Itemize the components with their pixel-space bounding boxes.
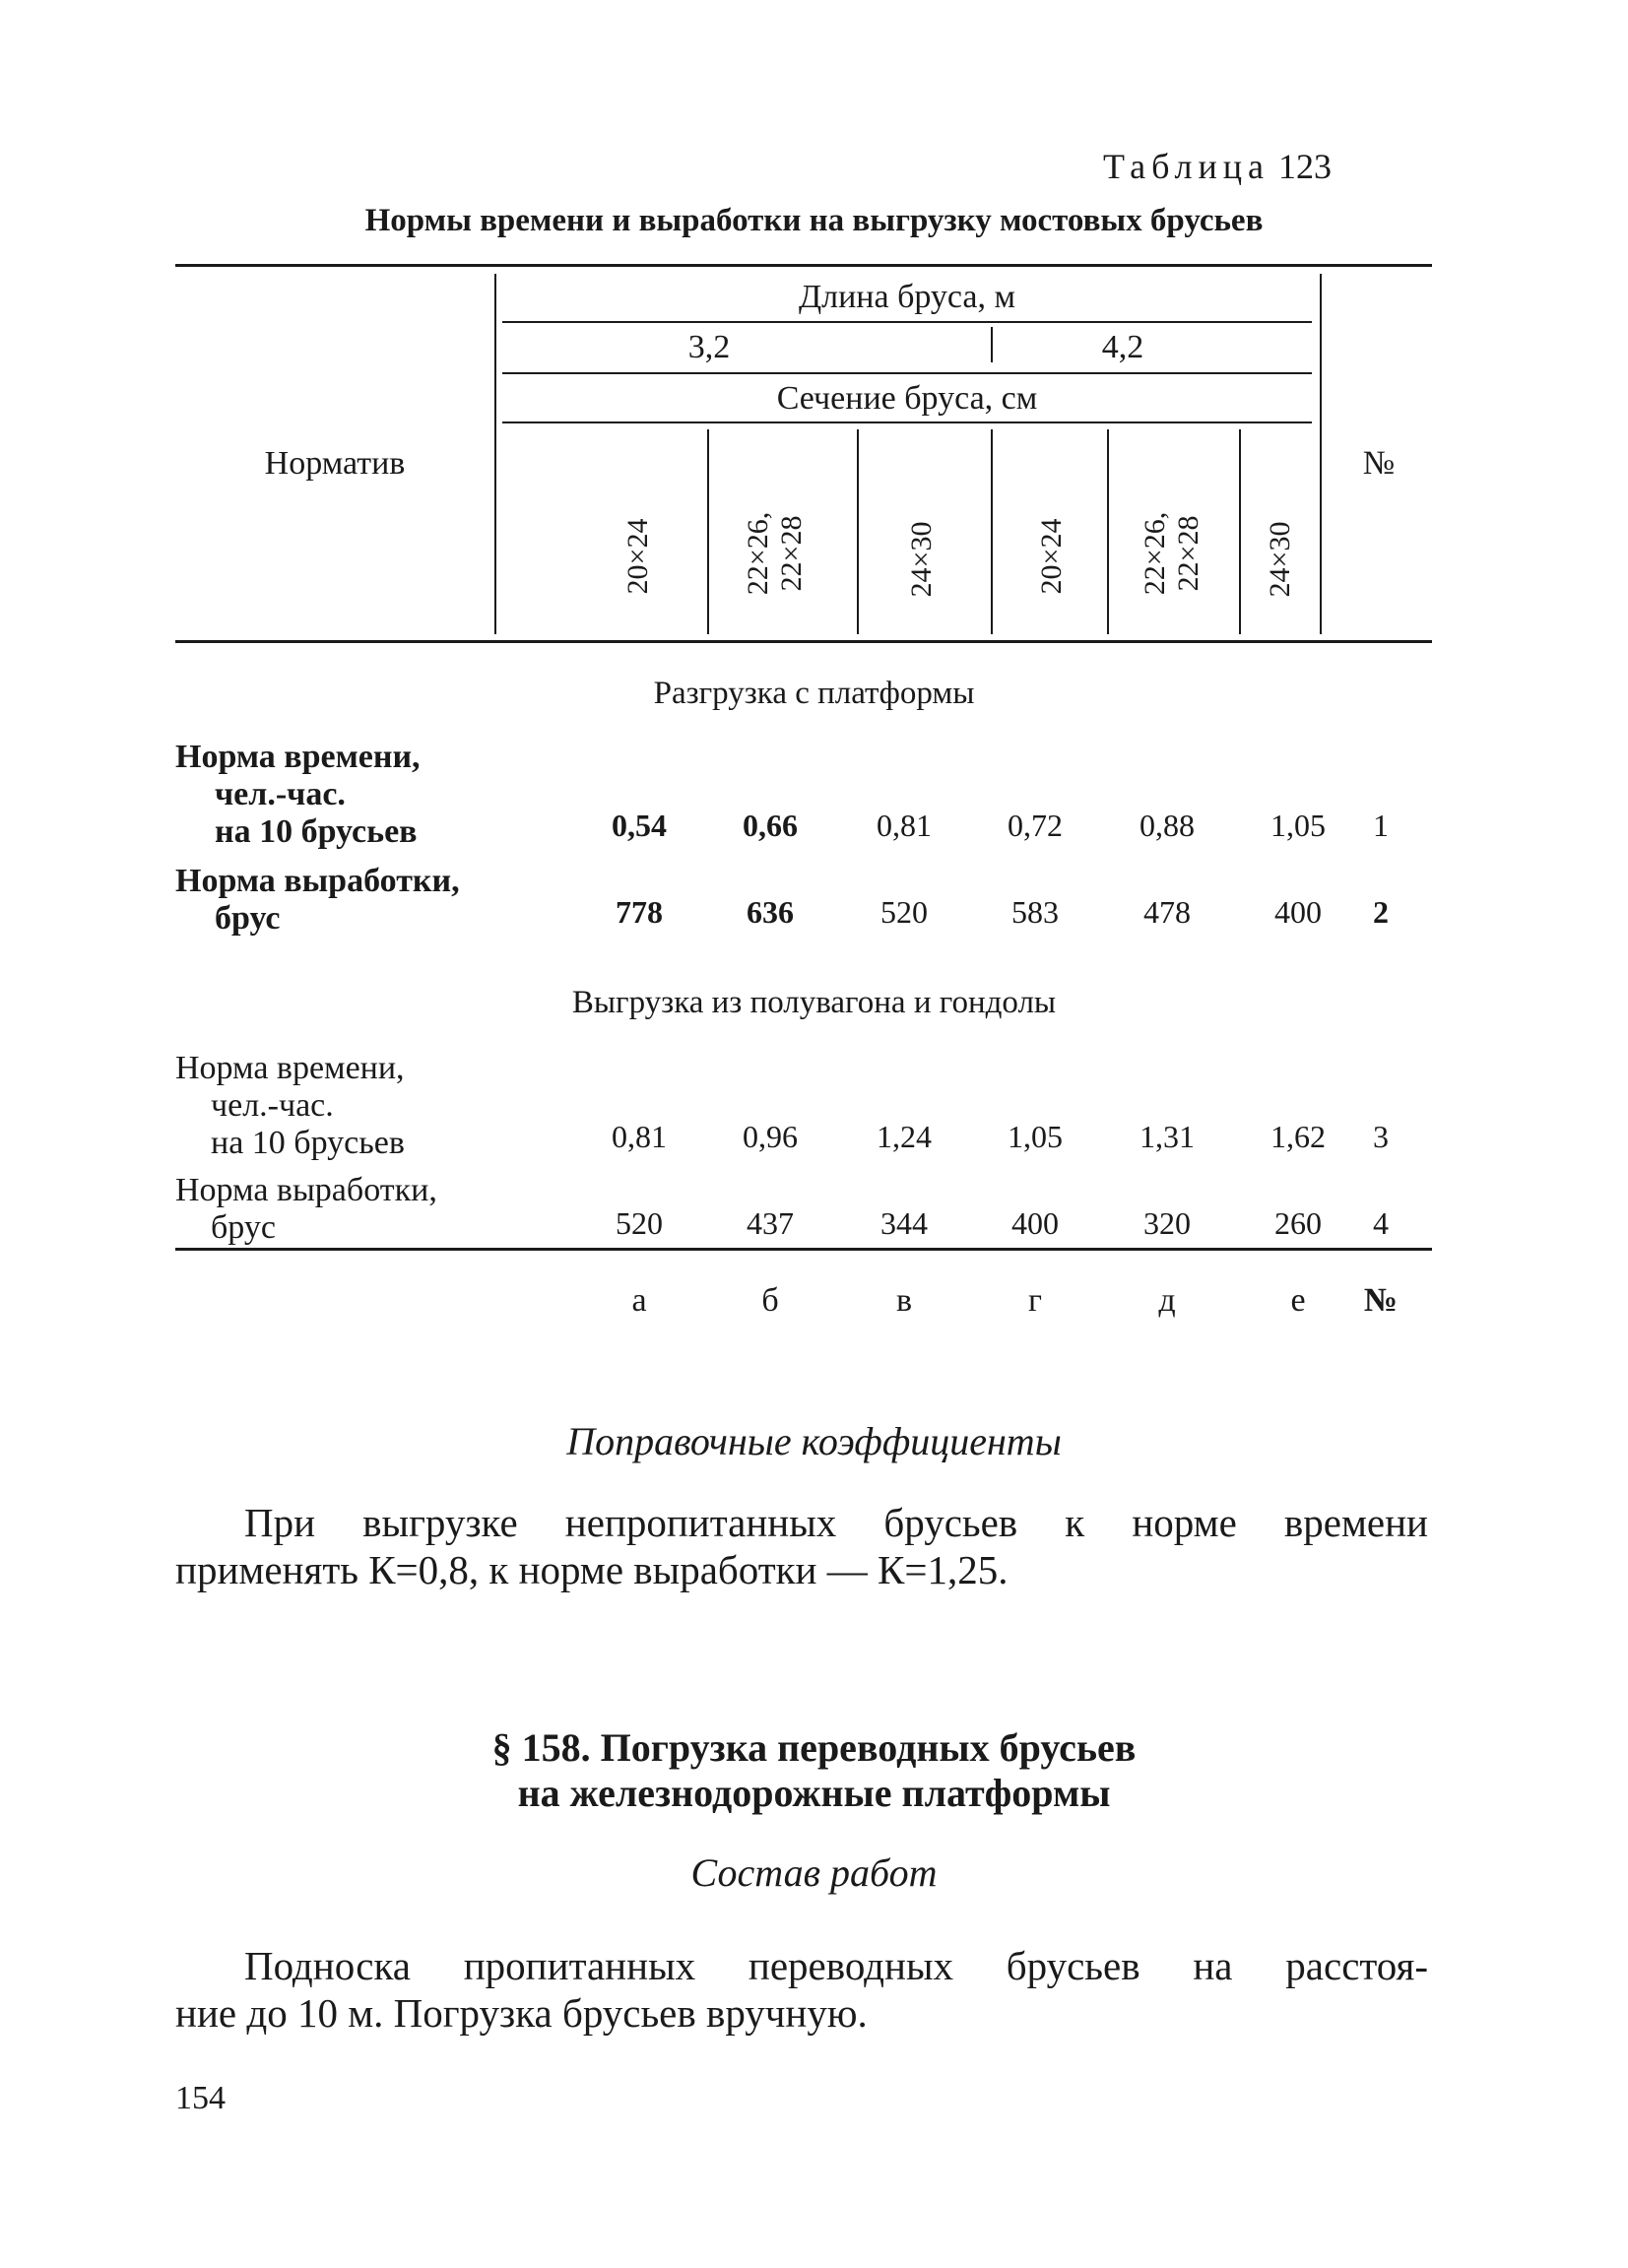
- section-underline: [502, 421, 1312, 423]
- row-1-value-d: 0,72: [1008, 808, 1063, 843]
- row-3-label: [175, 1050, 405, 1162]
- row-4-value-e: 320: [1143, 1205, 1191, 1241]
- row-4-value-a: 520: [616, 1205, 663, 1241]
- length-header: Длина бруса, м: [798, 279, 1016, 315]
- row-4-value-d: 400: [1011, 1205, 1059, 1241]
- row-2-value-f: 400: [1274, 894, 1322, 930]
- size-col-f: [1264, 522, 1297, 598]
- table-label: [1103, 146, 1332, 187]
- size-col-c-line1: 24×30: [905, 521, 938, 598]
- row-3-value-c: 1,24: [877, 1119, 932, 1154]
- corrections-line-1: При выгрузке непропитанных брусьев к норме времени: [244, 1500, 1428, 1545]
- paragraph-heading-line-1: § 158. Погрузка переводных брусьев: [491, 1725, 1137, 1770]
- row-3-value-a: 0,81: [612, 1119, 667, 1154]
- row-3-label-line1: Норма времени,: [175, 1050, 405, 1086]
- num-header: №: [1362, 445, 1396, 482]
- row-2-label: [175, 863, 460, 938]
- row-4-num: 4: [1373, 1205, 1389, 1241]
- size-divider-3: [991, 429, 993, 634]
- header-right-rule: [1320, 274, 1322, 634]
- row-4-value-b: 437: [747, 1205, 794, 1241]
- corrections-line-2: применять К=0,8, к норме выработки — К=1,25.: [175, 1547, 1009, 1592]
- length-4-2: 4,2: [1101, 329, 1144, 365]
- size-col-f-line1: 24×30: [1264, 521, 1296, 598]
- row-3-label-line2: чел.-час.: [211, 1087, 334, 1124]
- row-1-label-line2: чел.-час.: [215, 776, 346, 812]
- header-left-rule: [494, 274, 496, 634]
- row-2-label-line1: Норма выработки,: [175, 863, 460, 899]
- lengths-underline: [502, 372, 1312, 374]
- work-text: [175, 1942, 1428, 2037]
- work-line-2: ние до 10 м. Погрузка брусьев вручную.: [175, 1990, 868, 2036]
- size-divider-2: [857, 429, 859, 634]
- footer-letter-e: д: [1158, 1282, 1176, 1319]
- row-1-value-f: 1,05: [1270, 808, 1326, 843]
- row-1-num: 1: [1373, 808, 1389, 843]
- size-col-d-line1: 20×24: [1035, 518, 1068, 595]
- row-4-label-line2: брус: [211, 1209, 276, 1246]
- table-label-word: Таблица: [1103, 147, 1270, 186]
- row-2-value-b: 636: [747, 894, 794, 930]
- paragraph-heading: [0, 1725, 1628, 1816]
- size-divider-1: [707, 429, 709, 634]
- row-2-num: 2: [1373, 894, 1389, 930]
- size-divider-4: [1107, 429, 1109, 634]
- size-col-d: [1035, 519, 1069, 595]
- row-3-value-b: 0,96: [743, 1119, 798, 1154]
- footer-letter-d: г: [1028, 1282, 1042, 1319]
- size-col-a: [621, 519, 655, 595]
- header-bottom-rule: [175, 640, 1432, 643]
- size-divider-5: [1239, 429, 1241, 634]
- size-col-c: [905, 522, 939, 598]
- length-divider-rule: [991, 327, 993, 362]
- row-3-value-f: 1,62: [1270, 1119, 1326, 1154]
- row-2-label-line2: брус: [215, 900, 281, 937]
- footer-letter-b: б: [761, 1282, 779, 1319]
- table-label-number: 123: [1277, 147, 1332, 186]
- size-col-b-line2: 22×28: [775, 515, 808, 592]
- row-2-value-d: 583: [1011, 894, 1059, 930]
- row-1-value-b: 0,66: [743, 808, 798, 843]
- table-top-rule: [175, 264, 1432, 267]
- table-title: Нормы времени и выработки на выгрузку мостовых брусьев: [364, 203, 1264, 238]
- row-4-value-c: 344: [880, 1205, 928, 1241]
- size-col-e: [1139, 512, 1205, 595]
- row-3-value-e: 1,31: [1140, 1119, 1195, 1154]
- size-col-b-line1: 22×26,: [742, 511, 774, 596]
- paragraph-heading-line-2: на железнодорожные платформы: [517, 1771, 1111, 1815]
- section-header: Сечение бруса, см: [776, 380, 1038, 417]
- work-title: Состав работ: [690, 1850, 938, 1895]
- row-1-label: [175, 739, 421, 851]
- footer-letter-f: е: [1290, 1282, 1306, 1319]
- corrections-title: Поправочные коэффициенты: [566, 1419, 1062, 1463]
- row-4-label-line1: Норма выработки,: [175, 1172, 437, 1208]
- corrections-text: [175, 1499, 1428, 1593]
- row-1-value-a: 0,54: [612, 808, 667, 843]
- section-title-platform: Разгрузка с платформы: [653, 676, 975, 711]
- row-1-label-line1: Норма времени,: [175, 739, 421, 775]
- size-col-e-line1: 22×26,: [1139, 511, 1171, 596]
- row-1-value-e: 0,88: [1140, 808, 1195, 843]
- size-col-a-line1: 20×24: [621, 518, 654, 595]
- size-col-e-line2: 22×28: [1172, 515, 1205, 592]
- size-col-b: [742, 512, 809, 595]
- work-line-1: Подноска пропитанных переводных брусьев на расстоя-: [244, 1943, 1428, 1988]
- row-2-value-a: 778: [616, 894, 663, 930]
- row-2-value-e: 478: [1143, 894, 1191, 930]
- footer-letter-c: в: [895, 1282, 913, 1319]
- page-number: 154: [175, 2080, 226, 2116]
- length-underline: [502, 321, 1312, 323]
- row-4-label: [175, 1172, 437, 1247]
- row-4-value-f: 260: [1274, 1205, 1322, 1241]
- table-bottom-rule: [175, 1248, 1432, 1251]
- normativ-header: Норматив: [264, 445, 406, 482]
- row-3-num: 3: [1373, 1119, 1389, 1154]
- row-1-label-line3: на 10 брусьев: [215, 813, 418, 850]
- footer-num: №: [1363, 1282, 1399, 1319]
- row-1-value-c: 0,81: [877, 808, 932, 843]
- footer-letter-a: а: [631, 1282, 647, 1319]
- row-2-value-c: 520: [880, 894, 928, 930]
- section-title-wagon: Выгрузка из полувагона и гондолы: [571, 985, 1057, 1020]
- row-3-label-line3: на 10 брусьев: [211, 1125, 405, 1161]
- row-3-value-d: 1,05: [1008, 1119, 1063, 1154]
- length-3-2: 3,2: [687, 329, 731, 365]
